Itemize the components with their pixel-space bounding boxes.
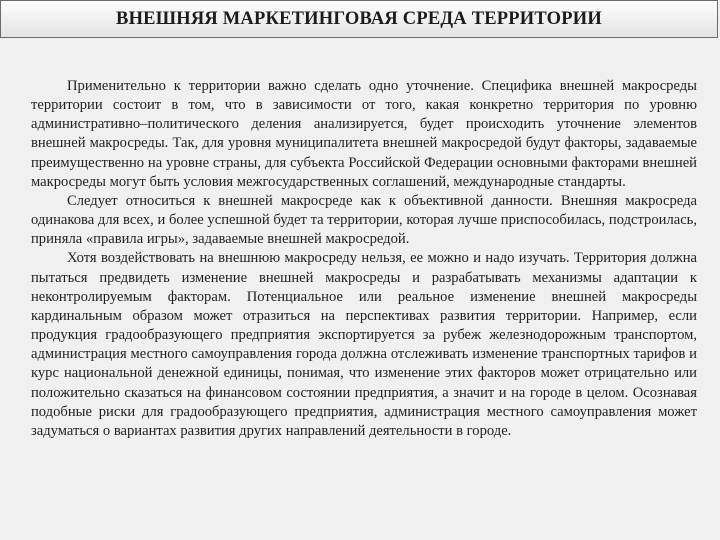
slide-title: ВНЕШНЯЯ МАРКЕТИНГОВАЯ СРЕДА ТЕРРИТОРИИ bbox=[116, 9, 602, 29]
paragraph-1: Применительно к территории важно сделать одно уточнение. Специфика внешней макросреды территории состоит в том, что в зависимости от того, какая конкретно территория по уровню административно–политического деления анализируется, будет происходить уточнение элементов внешней макросреды. Так, для уровня муниципалитета внешней макросредой будут факторы, задаваемые преимущественно на уровне страны, для субъекта Российской Федерации основными факторами внешней макросреды могут быть условия межгосударственных соглашений, международные стандарты. bbox=[31, 78, 697, 190]
paragraph-2: Следует относиться к внешней макросреде как к объективной данности. Внешняя макросреда одинакова для всех, и более успешной будет та территории, которая лучше приспособилась, подстроилась, приняла «правила игры», задаваемые внешней макросредой. bbox=[31, 192, 697, 248]
paragraph-3: Хотя воздействовать на внешнюю макросреду нельзя, ее можно и надо изучать. Территория должна пытаться предвидеть изменение внешней макросреды и разрабатывать механизмы адаптации к неконтролируемым факторам. Потенциальное или реальное изменение внешней макросреды кардинальным образом может отразиться на перспективах развития территории. Например, если продукция градообразующего предприятия экспортируется за рубеж железнодорожным транспортом, администрация местного самоуправления города должна отслеживать изменение транспортных тарифов и курс национальной денежной единицы, понимая, что изменение этих факторов может отрицательно или положительно сказаться на финансовом состоянии предприятия, а значит и на городе в целом. Осознавая подобные риски для градообразующего предприятия, администрация местного самоуправления может задуматься о вариантах развития других направлений деятельности в городе. bbox=[31, 250, 697, 439]
body-text bbox=[31, 77, 697, 441]
title-bar bbox=[0, 0, 718, 38]
